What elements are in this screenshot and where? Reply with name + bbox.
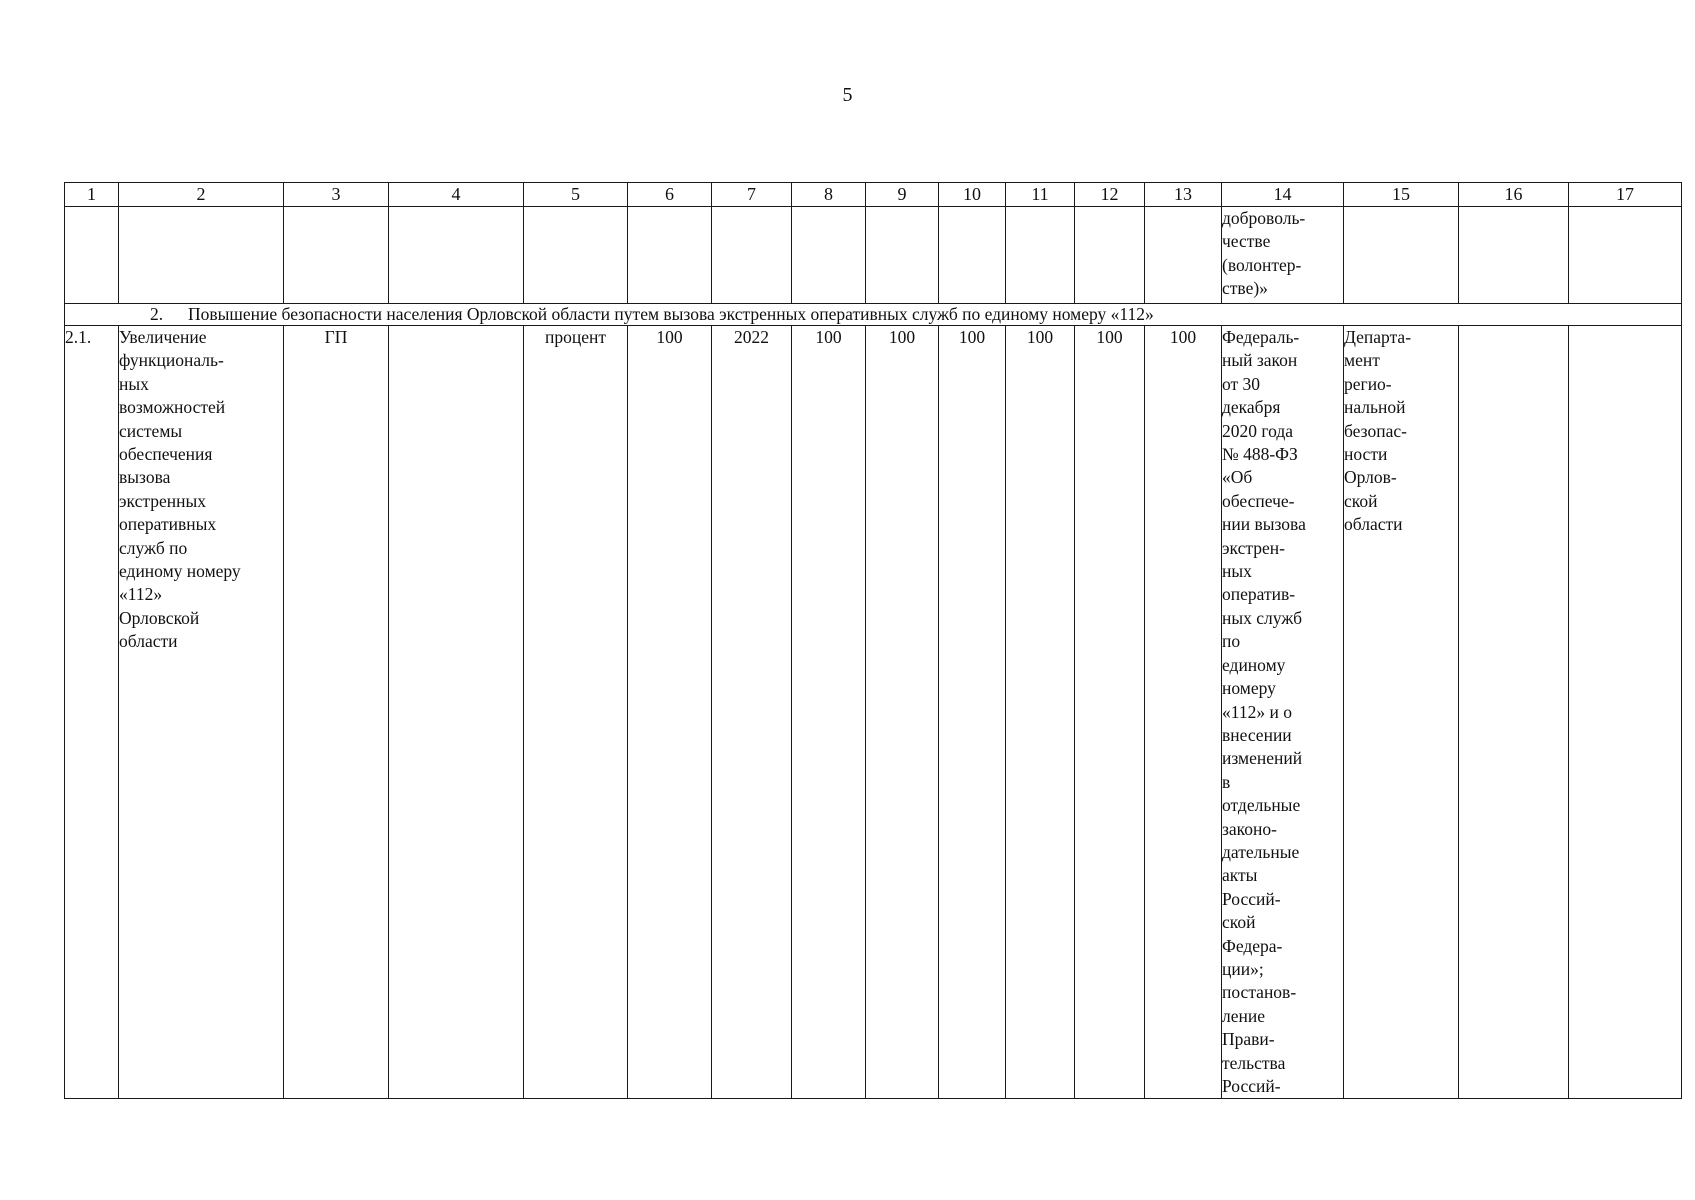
column-number: 14 [1222,183,1344,207]
continuation-row [65,207,1682,304]
responsible-body: Департа- мент регио- нальной безопас- ности Орлов- ской области [1344,326,1459,1099]
table-cell [866,207,939,304]
table-cell [1569,207,1682,304]
value-col-13: 100 [1145,326,1222,1099]
continuation-basis-cell: доброволь- честве (волонтер- стве)» [1222,207,1344,304]
legal-basis: Федераль- ный закон от 30 декабря 2020 года № 488-ФЗ «Об обеспече- нии вызова экстрен- ных оператив- ных служб по единому номеру «112» и о внесении изменений в отдельные законо- дательные акты Россий- ской Федера- ции»; постанов- ление Прави- тельства Россий- [1222,326,1344,1099]
value-col-12: 100 [1075,326,1145,1099]
section-title: Повышение безопасности населения Орловской области путем вызова экстренных оперативных служб по единому номеру «112» [188,304,1154,324]
unit-of-measure: процент [524,326,628,1099]
column-number: 2 [119,183,284,207]
base-value: 100 [628,326,712,1099]
column-number: 15 [1344,183,1459,207]
table-cell [1006,207,1075,304]
column-number: 5 [524,183,628,207]
table-cell [712,207,792,304]
column-number: 1 [65,183,119,207]
section-heading [65,304,1682,326]
section-number: 2. [150,304,164,324]
column-number: 13 [1145,183,1222,207]
page-number: 5 [842,84,853,106]
value-col-10: 100 [939,326,1006,1099]
indicators-table [64,182,1682,1099]
table-cell [628,207,712,304]
column-number: 4 [389,183,524,207]
table-cell [65,207,119,304]
column-number: 9 [866,183,939,207]
column-number: 6 [628,183,712,207]
column-number-row [65,183,1682,207]
base-year: 2022 [712,326,792,1099]
column-number: 11 [1006,183,1075,207]
value-col-9: 100 [866,326,939,1099]
table-cell [1145,207,1222,304]
table-cell [792,207,866,304]
table-cell [389,207,524,304]
table-cell [389,326,524,1099]
value-col-11: 100 [1006,326,1075,1099]
indicator-type: ГП [284,326,389,1099]
column-number: 16 [1459,183,1569,207]
table-cell [284,207,389,304]
row-number: 2.1. [65,326,119,1099]
table-cell [1459,207,1569,304]
column-number: 8 [792,183,866,207]
table-cell [939,207,1006,304]
column-number: 7 [712,183,792,207]
indicator-name: Увеличение функциональ- ных возможностей системы обеспечения вызова экстренных оперативных служб по единому номеру «112» Орловской области [119,326,284,1099]
table-cell [524,207,628,304]
table-cell [1459,326,1569,1099]
column-number: 10 [939,183,1006,207]
column-number: 3 [284,183,389,207]
value-col-8: 100 [792,326,866,1099]
table-cell [1075,207,1145,304]
table-cell [1569,326,1682,1099]
table-cell [119,207,284,304]
column-number: 17 [1569,183,1682,207]
table-row [65,326,1682,1099]
column-number: 12 [1075,183,1145,207]
section-row [65,304,1682,326]
table-cell [1344,207,1459,304]
